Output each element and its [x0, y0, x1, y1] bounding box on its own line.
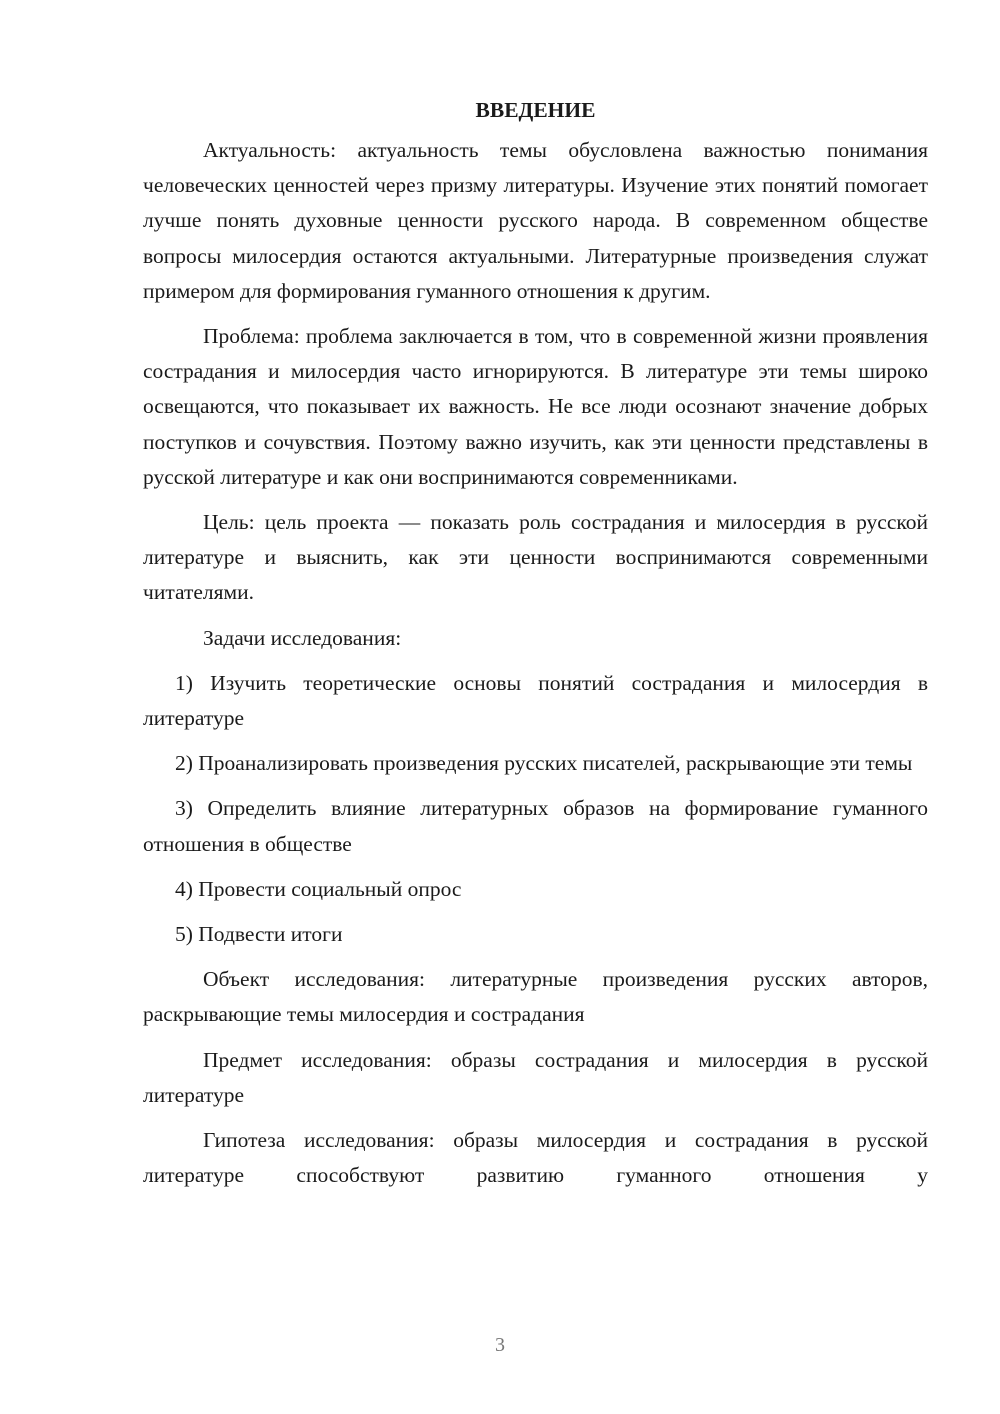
research-object-paragraph: Объект исследования: литературные произведения русских авторов, раскрывающие темы милосердия и сострадания — [143, 967, 928, 1027]
hypothesis-paragraph: Гипотеза исследования: образы милосердия и сострадания в русской литературе способствуют развитию гуманного отношения у — [143, 1128, 928, 1188]
document-title: ВВЕДЕНИЕ — [475, 98, 596, 122]
task-item-2: 2) Проанализировать произведения русских писателей, раскрывающие эти темы — [175, 751, 913, 776]
document-page — [143, 93, 928, 1203]
task-item-5: 5) Подвести итоги — [175, 922, 343, 947]
task-item-4: 4) Провести социальный опрос — [175, 876, 462, 901]
problem-paragraph: Проблема: проблема заключается в том, что в современной жизни проявления сострадания и милосердия часто игнорируются. В литературе эти темы широко освещаются, что показывает их важность. Не все люди осознают значение добрых поступков и сочувствия. Поэтому важно изучить, как эти ценности представлены в русской литературе и как они воспринимаются современниками. — [143, 324, 928, 489]
relevance-paragraph: Актуальность: актуальность темы обусловлена важностью понимания человеческих ценностей через призму литературы. Изучение этих понятий помогает лучше понять духовные ценности русского народа. В современном обществе вопросы милосердия остаются актуальными. Литературные произведения служат примером для формирования гуманного отношения к другим. — [143, 138, 928, 303]
task-item-3: 3) Определить влияние литературных образов на формирование гуманного отношения в обществе — [143, 796, 928, 856]
task-item-1: 1) Изучить теоретические основы понятий сострадания и милосердия в литературе — [143, 670, 928, 731]
tasks-heading: Задачи исследования: — [203, 625, 402, 650]
research-subject-paragraph: Предмет исследования: образы сострадания и милосердия в русской литературе — [143, 1047, 928, 1107]
page-number: 3 — [495, 1334, 505, 1356]
goal-paragraph: Цель: цель проекта — показать роль сострадания и милосердия в русской литературе и выяснить, как эти ценности воспринимаются современными читателями. — [143, 510, 928, 605]
